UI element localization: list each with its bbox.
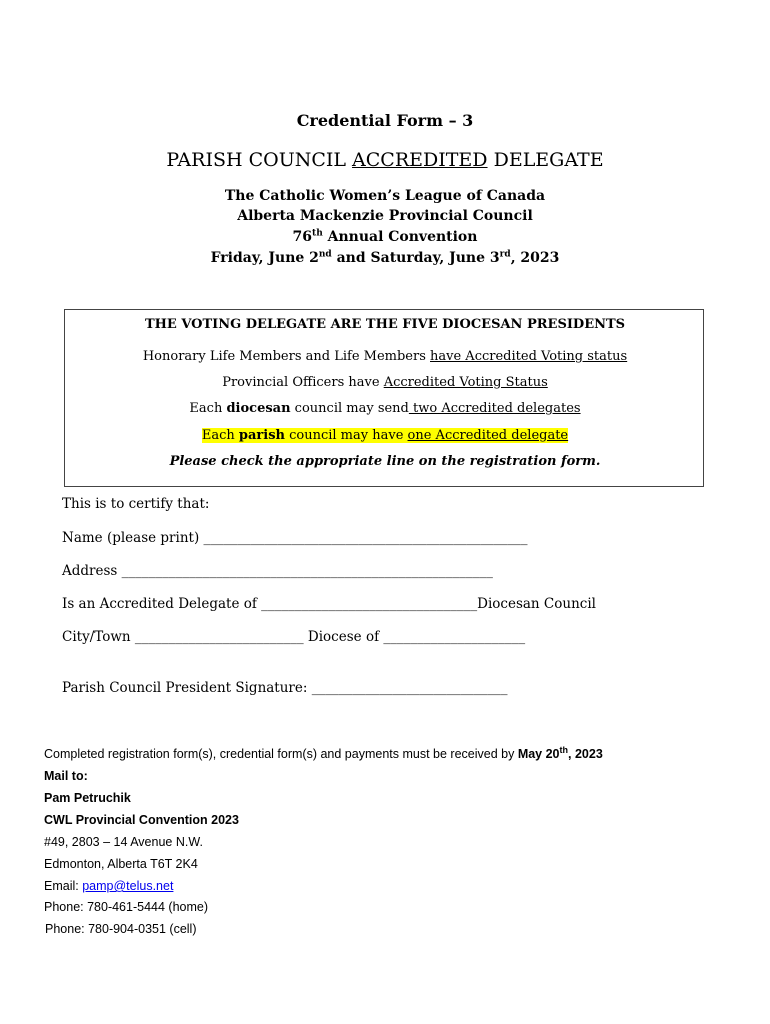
contact-name: Pam Petruchik <box>44 791 131 805</box>
deadline-date: May 20th, 2023 <box>517 744 603 761</box>
city-diocese-field[interactable]: City/Town _________________________ Diocese of _____________________ <box>62 629 526 645</box>
convention-rest: Annual Convention <box>322 229 478 245</box>
org-name: The Catholic Women’s League of Canada <box>224 188 546 204</box>
contact-address2: Edmonton, Alberta T6T 2K4 <box>44 857 198 871</box>
notice-line3-underlined: two Accredited delegates <box>408 401 581 416</box>
convention-number: 76 <box>292 229 313 245</box>
deadline-text: Completed registration form(s), credential form(s) and payments must be received by <box>44 747 518 761</box>
signature-field[interactable]: Parish Council President Signature: _____________________________ <box>62 680 508 696</box>
notice-line4-bold: parish <box>238 428 285 443</box>
mail-to-label: Mail to: <box>44 769 88 783</box>
delegate-of-label: Is an Accredited Delegate of ________________________________ <box>62 596 478 612</box>
date-part2: and Saturday, June 3 <box>331 250 500 266</box>
name-field[interactable]: Name (please print) ________________________________________________ <box>62 530 528 546</box>
contact-org: CWL Provincial Convention 2023 <box>44 813 239 827</box>
diocesan-council-label: Diocesan Council <box>477 596 596 612</box>
notice-line3-b: council may send <box>290 401 409 416</box>
notice-line4-highlight <box>202 428 568 443</box>
date-part1: Friday, June 2 <box>210 250 319 266</box>
notice-line1-text: Honorary Life Members and Life Members <box>142 349 431 364</box>
notice-line-life-members <box>65 349 705 364</box>
form-title: Credential Form – 3 <box>296 111 474 130</box>
notice-line3-bold: diocesan <box>226 401 291 416</box>
convention-line <box>0 229 770 245</box>
contact-email <box>44 879 173 893</box>
email-link[interactable]: pamp@telus.net <box>82 879 174 893</box>
notice-box <box>64 309 704 487</box>
address-field[interactable]: Address _______________________________________________________ <box>62 563 493 579</box>
notice-line-parish <box>65 428 705 443</box>
notice-line-diocesan <box>65 401 705 416</box>
notice-line4-b: council may have <box>284 428 408 443</box>
convention-suffix: th <box>312 228 323 239</box>
notice-line1-underlined: have Accredited Voting status <box>430 349 628 364</box>
main-title <box>0 149 770 171</box>
notice-line2-text: Provincial Officers have <box>222 375 384 390</box>
delegate-of-field[interactable] <box>62 596 596 612</box>
notice-line2-underlined: Accredited Voting Status <box>383 375 548 390</box>
main-title-underlined: ACCREDITED <box>352 149 488 171</box>
notice-heading: THE VOTING DELEGATE ARE THE FIVE DIOCESAN PRESIDENTS <box>144 317 626 332</box>
notice-instruction: Please check the appropriate line on the registration form. <box>169 454 601 469</box>
main-title-part2: DELEGATE <box>487 149 604 171</box>
contact-phone-cell: Phone: 780-904-0351 (cell) <box>45 922 197 936</box>
notice-line4-a: Each <box>201 428 239 443</box>
convention-dates <box>0 250 770 266</box>
date-part3: , 2023 <box>510 250 560 266</box>
notice-line-officers <box>65 375 705 390</box>
certify-intro: This is to certify that: <box>62 496 210 512</box>
date-sup2: rd <box>499 249 511 260</box>
email-label: Email: <box>44 879 83 893</box>
main-title-part1: PARISH COUNCIL <box>166 149 353 171</box>
notice-line4-underlined: one Accredited delegate <box>407 428 569 443</box>
provincial-council: Alberta Mackenzie Provincial Council <box>237 208 533 224</box>
contact-address1: #49, 2803 – 14 Avenue N.W. <box>44 835 203 849</box>
notice-line3-a: Each <box>189 401 227 416</box>
deadline-notice <box>44 744 603 761</box>
contact-phone-home: Phone: 780-461-5444 (home) <box>44 900 209 914</box>
date-sup1: nd <box>318 249 332 260</box>
